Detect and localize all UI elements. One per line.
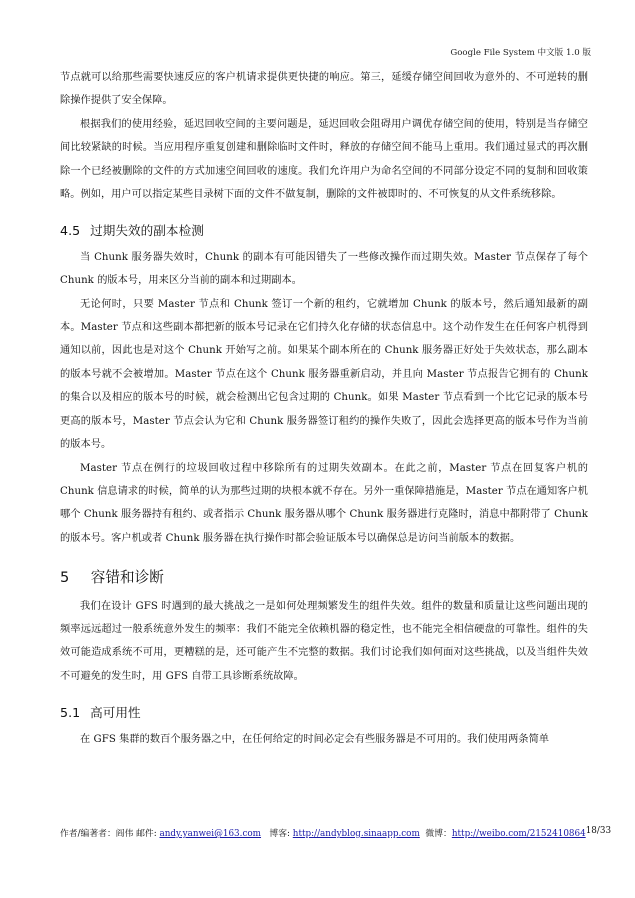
running-header: Google File System 中文版 1.0 版 xyxy=(450,48,591,58)
page-number: 18/33 xyxy=(585,826,612,836)
section-number: 5 xyxy=(60,569,70,587)
weibo-link[interactable]: http://weibo.com/2152410864 xyxy=(451,829,586,839)
email-link[interactable]: andy.yanwei@163.com xyxy=(159,829,262,839)
blog-link[interactable]: http://andyblog.sinaapp.com xyxy=(292,829,420,839)
paragraph: 节点就可以给那些需要快速反应的客户机请求提供更快捷的响应。第三，延缓存储空间回收为意外的、不可逆转的删除操作提供了安全保障。 xyxy=(60,72,588,107)
section-title: 过期失效的副本检测 xyxy=(90,223,204,239)
paragraph: 我们在设计 GFS 时遇到的最大挑战之一是如何处理频繁发生的组件失效。组件的数量和质量让这些问题出现的频率远远超过一般系统意外发生的频率：我们不能完全依赖机器的稳定性，也不能完全相信硬盘的可靠性。组件的失效可能造成系统不可用，更糟糕的是，还可能产生不完整的数据。我们讨论我们如何面对这些挑战，以及当组件失效不可避免的发生时，用 GFS 自带工具诊断系统故障。 xyxy=(60,600,588,682)
weibo-label: 微博： xyxy=(425,829,452,839)
section-number: 4.5 xyxy=(60,223,81,239)
author-label: 作者/编著者：阎伟 邮件: xyxy=(60,829,160,839)
section-heading-5 xyxy=(60,566,588,589)
page-content xyxy=(60,66,588,751)
section-title: 高可用性 xyxy=(90,705,141,721)
page-footer xyxy=(60,826,612,839)
paragraph: 在 GFS 集群的数百个服务器之中，在任何给定的时间必定会有些服务器是不可用的。我们使用两条简单 xyxy=(80,733,550,745)
paragraph: 根据我们的使用经验，延迟回收空间的主要问题是，延迟回收会阻碍用户调优存储空间的使用，特别是当存储空间比较紧缺的时候。当应用程序重复创建和删除临时文件时，释放的存储空间不能马上重用。我们通过显式的再次删除一个已经被删除的文件的方式加速空间回收的速度。我们允许用户为命名空间的不同部分设定不同的复制和回收策略。例如，用户可以指定某些目录树下面的文件不做复制，删除的文件被即时的、不可恢复的从文件系统移除。 xyxy=(60,118,588,201)
paragraph: Master 节点在例行的垃圾回收过程中移除所有的过期失效副本。在此之前，Master 节点在回复客户机的 Chunk 信息请求的时候，简单的认为那些过期的块根本就不存在。另外一重保障措施是，Master 节点在通知客户机哪个 Chunk 服务器持有租约、或者指示 Chunk 服务器从哪个 Chunk 服务器进行克隆时，消息中都附带了 Chunk 的版本号。客户机或者 Chunk 服务器在执行操作时都会验证版本号以确保总是访问当前版本的数据。 xyxy=(60,462,588,544)
paragraph: 当 Chunk 服务器失效时，Chunk 的副本有可能因错失了一些修改操作而过期失效。Master 节点保存了每个 Chunk 的版本号，用来区分当前的副本和过期副本。 xyxy=(60,251,588,287)
section-title: 容错和诊断 xyxy=(90,569,164,587)
footer-credits xyxy=(60,826,586,839)
section-heading-5-1 xyxy=(60,701,588,724)
paragraph: 无论何时，只要 Master 节点和 Chunk 签订一个新的租约，它就增加 Chunk 的版本号，然后通知最新的副本。Master 节点和这些副本都把新的版本号记录在它们持久化存储的状态信息中。这个动作发生在任何客户机得到通知以前，因此也是对这个 Chunk 开始写之前。如果某个副本所在的 Chunk 服务器正好处于失效状态，那么副本的版本号就不会被增加。Master 节点在这个 Chunk 服务器重新启动，并且向 Master 节点报告它拥有的 Chunk 的集合以及相应的版本号的时候，就会检测出它包含过期的 Chunk。如果 Master 节点看到一个比它记录的版本号更高的版本号，Master 节点会认为它和 Chunk 服务器签订租约的操作失败了，因此会选择更高的版本号作为当前的版本号。 xyxy=(60,298,588,451)
section-number: 5.1 xyxy=(60,705,81,721)
section-heading-4-5 xyxy=(60,219,588,242)
blog-label: 博客: xyxy=(269,829,293,839)
